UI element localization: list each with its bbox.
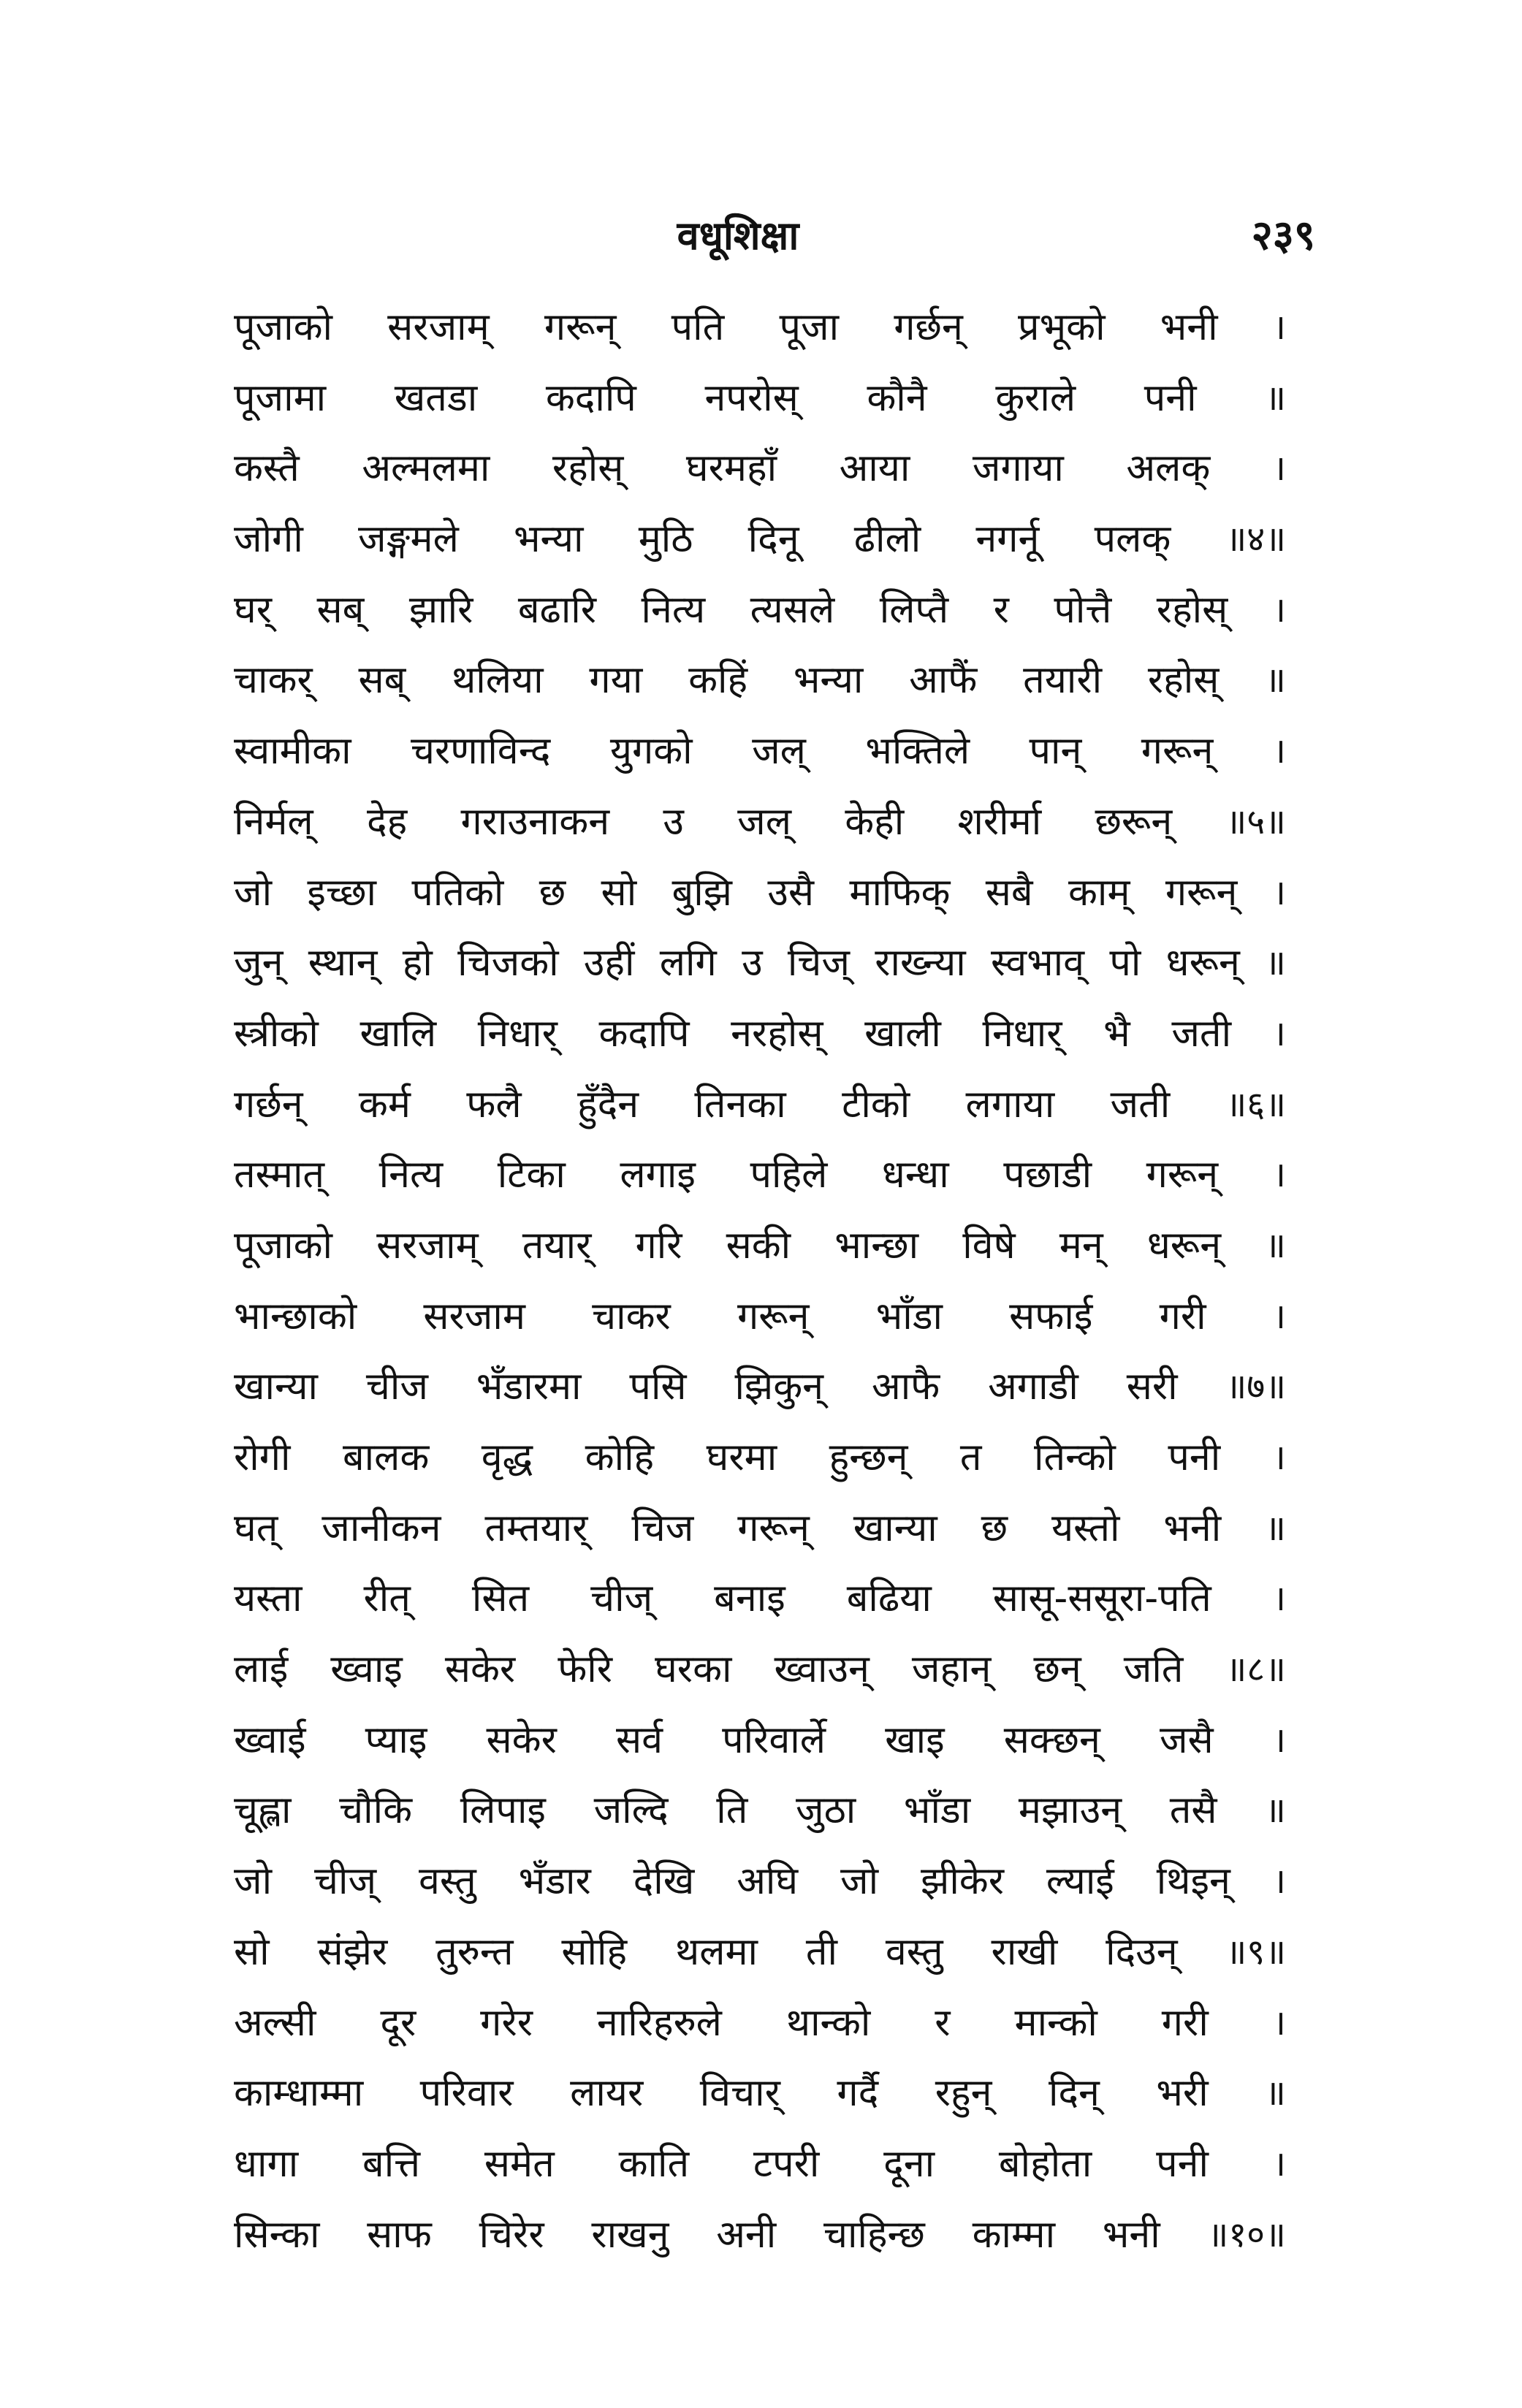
verse-word: रहोस् xyxy=(1147,658,1219,703)
verse-line xyxy=(234,504,1286,575)
verse-word: देखि xyxy=(633,1859,695,1904)
verse-word: दूर xyxy=(380,2000,416,2045)
verse-word: धागा xyxy=(234,2141,299,2186)
verse-word: झीकेर xyxy=(921,1859,1004,1904)
verse-word: जती xyxy=(1171,1011,1232,1056)
verse-word: जहान् xyxy=(911,1647,992,1692)
verse-word: खालि xyxy=(359,1011,437,1056)
verse-word: भै xyxy=(1103,1011,1130,1056)
verse-line xyxy=(234,1070,1286,1140)
verse-word: गर्छन् xyxy=(234,1082,303,1127)
verse-word: र xyxy=(993,587,1009,632)
verse-word: टपरी xyxy=(753,2141,820,2186)
verse-word: रहुन् xyxy=(935,2071,992,2116)
verse-word: छरून् xyxy=(1095,799,1173,844)
verse-word: उसै xyxy=(767,870,814,915)
verse-end-mark: । xyxy=(1272,448,1286,489)
verse-end-mark: ॥ xyxy=(1265,1507,1286,1549)
verse-line xyxy=(234,1563,1286,1634)
verse-word: वस्तु xyxy=(885,1929,943,1974)
verse-word: भान्छाको xyxy=(234,1294,357,1338)
verse-word: फेरि xyxy=(558,1647,613,1692)
verse-end-mark: । xyxy=(1272,1719,1286,1761)
verse-word: चिजको xyxy=(457,941,559,986)
verse-word: यस्तो xyxy=(1051,1506,1120,1550)
verse-word: साफ xyxy=(367,2212,432,2257)
verse-word: कुराले xyxy=(995,376,1076,420)
verse-word: इच्छा xyxy=(307,870,376,915)
verse-word: भनी xyxy=(1163,1506,1222,1550)
verse-word: सबै xyxy=(985,870,1033,915)
verse-word: आया xyxy=(839,446,910,491)
verse-word: भन्या xyxy=(793,658,864,703)
verse-word: गरून् xyxy=(737,1294,810,1338)
verse-word: जल्दि xyxy=(593,1788,669,1833)
verse-word: चौकि xyxy=(339,1788,413,1833)
verse-word: जसै xyxy=(1159,1718,1214,1762)
verse-word: टिका xyxy=(497,1153,566,1197)
verse-word: खतडा xyxy=(394,376,478,420)
verse-word: सो xyxy=(601,870,637,915)
verse-word: सर्व xyxy=(615,1718,663,1762)
verse-word: रहोस् xyxy=(552,446,624,491)
verse-word: खान्या xyxy=(234,1365,318,1409)
verse-word: चिरेर xyxy=(479,2212,544,2257)
verse-line xyxy=(234,858,1286,929)
verse-word: चाहिन्छ xyxy=(823,2212,925,2257)
verse-word: स्वभाव् xyxy=(990,941,1085,986)
verse-word: अल्मलमा xyxy=(362,446,490,491)
verse-word: गरी xyxy=(1159,1294,1206,1338)
verse-word: सो xyxy=(234,1929,270,1974)
verse-body xyxy=(234,292,1286,2270)
verse-word: नित्य xyxy=(641,587,706,632)
verse-word: पहिले xyxy=(750,1153,828,1197)
verse-word: गरून् xyxy=(544,305,617,349)
verse-word: चिज् xyxy=(787,941,850,986)
verse-word: हुन्छन् xyxy=(829,1436,908,1479)
verse-word: भन्या xyxy=(514,517,584,562)
verse-word: जल् xyxy=(737,799,791,844)
verse-word: चिज xyxy=(631,1506,694,1550)
verse-word: युगको xyxy=(609,729,693,774)
verse-word: अनी xyxy=(716,2212,777,2257)
verse-word: पूजाको xyxy=(234,1223,332,1268)
verse-word: त्यसले xyxy=(750,587,835,632)
verse-word: वस्तु xyxy=(418,1859,476,1904)
verse-word: सकेर xyxy=(486,1718,557,1762)
verse-word: ख्वाइ xyxy=(330,1647,403,1692)
verse-end-mark: ॥ xyxy=(1265,377,1286,419)
verse-word: वृद्ध xyxy=(481,1436,533,1479)
verse-word: पति xyxy=(671,305,725,349)
verse-word: जोगी xyxy=(234,517,303,562)
verse-word: गरून् xyxy=(1146,1153,1219,1197)
verse-word: स्वामीका xyxy=(234,729,351,774)
verse-word: गरी xyxy=(1161,2000,1209,2045)
verse-end-mark: । xyxy=(1272,1437,1286,1478)
verse-word: चीज xyxy=(365,1365,428,1409)
verse-word: अल्सी xyxy=(234,2000,316,2045)
verse-word: सरजाम xyxy=(423,1294,525,1338)
verse-word: ढीलो xyxy=(853,517,921,562)
verse-word: बनाइ xyxy=(714,1577,785,1621)
verse-word: भाँडा xyxy=(875,1294,943,1338)
verse-line xyxy=(234,1211,1286,1281)
verse-word: तुरुन्त xyxy=(435,1929,514,1974)
verse-word: सिन्का xyxy=(234,2212,320,2257)
verse-end-mark: ॥ xyxy=(1265,2073,1286,2114)
verse-word: कोहि xyxy=(585,1436,655,1479)
verse-word: घत् xyxy=(234,1506,278,1550)
verse-word: काति xyxy=(618,2141,690,2186)
verse-word: अलक् xyxy=(1126,446,1211,491)
verse-word: राख्न्या xyxy=(875,941,966,986)
verse-word: लिप्तै xyxy=(879,587,949,632)
verse-word: चरणाविन्द xyxy=(410,729,551,774)
verse-word: नरहोस् xyxy=(731,1011,823,1056)
verse-line xyxy=(234,1917,1286,1988)
verse-word: बढारि xyxy=(517,587,597,632)
verse-word: नित्य xyxy=(378,1153,444,1197)
verse-end-mark: । xyxy=(1272,2002,1286,2043)
verse-word: काम्धाम्मा xyxy=(234,2071,364,2116)
verse-word: सरजाम् xyxy=(387,305,490,349)
verse-word: यस्ता xyxy=(234,1577,303,1621)
verse-word: भनी xyxy=(1160,305,1218,349)
verse-word: पलक् xyxy=(1094,517,1171,562)
verse-word: छ xyxy=(539,870,566,915)
verse-word: बोहोता xyxy=(998,2141,1092,2186)
page-number: २३९ xyxy=(1251,212,1315,259)
verse-end-mark: ॥ xyxy=(1265,660,1286,701)
verse-word: गरि xyxy=(635,1223,682,1268)
verse-word: खाइ xyxy=(885,1718,945,1762)
verse-word: बत्ति xyxy=(362,2141,421,2186)
verse-word: थलिया xyxy=(452,658,544,703)
verse-word: सरी xyxy=(1126,1365,1178,1409)
verse-word: रोगी xyxy=(234,1436,291,1479)
verse-line xyxy=(234,1775,1286,1846)
verse-word: धरून् xyxy=(1146,1223,1222,1268)
verse-end-mark: ॥७॥ xyxy=(1225,1366,1286,1408)
verse-word: सक्छन् xyxy=(1003,1718,1100,1762)
verse-word: गर्छन् xyxy=(894,305,963,349)
verse-word: सकी xyxy=(726,1223,791,1268)
verse-end-mark: ॥९॥ xyxy=(1225,1931,1286,1973)
verse-word: गरून् xyxy=(737,1506,810,1550)
verse-word: नारिहरुले xyxy=(596,2000,722,2045)
verse-word: पूजाको xyxy=(234,305,332,349)
verse-word: चूह्ला xyxy=(234,1788,292,1833)
verse-word: विषे xyxy=(962,1223,1016,1268)
verse-word: झारि xyxy=(408,587,473,632)
verse-word: छ xyxy=(981,1506,1008,1550)
verse-word: देह xyxy=(366,799,408,844)
verse-line xyxy=(234,1493,1286,1564)
verse-word: सफाई xyxy=(1009,1294,1093,1338)
verse-word: दिनू xyxy=(747,517,799,562)
verse-word: ति xyxy=(716,1788,748,1833)
verse-word: हुँदैन xyxy=(577,1082,639,1127)
verse-word: राखनु xyxy=(591,2212,669,2257)
verse-word: प्याइ xyxy=(365,1718,427,1762)
verse-word: जो xyxy=(840,1859,879,1904)
verse-word: काम् xyxy=(1068,870,1130,915)
verse-line xyxy=(234,787,1286,858)
verse-word: घरमा xyxy=(706,1436,777,1479)
verse-word: कहिं xyxy=(688,658,748,703)
verse-word: दिउन् xyxy=(1106,1929,1178,1974)
verse-word: लिपाइ xyxy=(460,1788,546,1833)
verse-word: भनी xyxy=(1102,2212,1160,2257)
verse-line xyxy=(234,645,1286,716)
verse-word: भान्छा xyxy=(834,1223,919,1268)
verse-line xyxy=(234,716,1286,787)
verse-word: मझाउन् xyxy=(1018,1788,1122,1833)
verse-word: दिन् xyxy=(1048,2071,1100,2116)
verse-word: कर्म xyxy=(358,1082,411,1127)
verse-word: सासू-ससूरा-पति xyxy=(992,1577,1211,1621)
verse-word: केही xyxy=(845,799,905,844)
verse-word: कस्तै xyxy=(234,446,300,491)
verse-end-mark: ॥६॥ xyxy=(1225,1083,1286,1125)
verse-end-mark: ॥४॥ xyxy=(1225,519,1286,560)
verse-word: माफिक् xyxy=(849,870,951,915)
verse-line xyxy=(234,433,1286,504)
verse-word: घरका xyxy=(655,1647,732,1692)
verse-word: सित xyxy=(471,1577,530,1621)
verse-word: तयारी xyxy=(1023,658,1103,703)
verse-word: शरीर्मा xyxy=(957,799,1042,844)
verse-word: र xyxy=(935,2000,951,2045)
verse-line xyxy=(234,928,1286,999)
verse-word: त xyxy=(959,1436,982,1479)
verse-line xyxy=(234,1846,1286,1917)
verse-word: भाँडा xyxy=(903,1788,971,1833)
verse-word: गरून् xyxy=(1141,729,1214,774)
verse-word: जगाया xyxy=(972,446,1064,491)
verse-word: निर्मल् xyxy=(234,799,313,844)
verse-word: जुन् xyxy=(234,941,284,986)
verse-word: दूना xyxy=(883,2141,935,2186)
verse-word: कदापि xyxy=(598,1011,690,1056)
verse-line xyxy=(234,999,1286,1070)
verse-word: भँडार xyxy=(518,1859,591,1904)
verse-word: गरेर xyxy=(480,2000,533,2045)
verse-line xyxy=(234,1140,1286,1211)
verse-line xyxy=(234,292,1286,363)
verse-word: चाकर xyxy=(592,1294,671,1338)
verse-word: लाई xyxy=(234,1647,289,1692)
verse-line xyxy=(234,363,1286,434)
verse-word: खाली xyxy=(864,1011,941,1056)
verse-word: धन्धा xyxy=(881,1153,949,1197)
verse-end-mark: ॥१०॥ xyxy=(1207,2214,1286,2255)
verse-word: रहोस् xyxy=(1156,587,1228,632)
verse-word: बढिया xyxy=(846,1577,932,1621)
verse-word: प्रभूको xyxy=(1018,305,1106,349)
verse-word: गया xyxy=(589,658,643,703)
verse-word: नपरोस् xyxy=(704,376,799,420)
verse-word: पनी xyxy=(1156,2141,1209,2186)
verse-word: ल्याई xyxy=(1046,1859,1114,1904)
verse-word: चीज् xyxy=(590,1577,653,1621)
verse-word: तम्तयार् xyxy=(484,1506,588,1550)
verse-end-mark: । xyxy=(1272,731,1286,772)
verse-word: सकेर xyxy=(444,1647,516,1692)
verse-word: पसि xyxy=(629,1365,687,1409)
verse-word: मन् xyxy=(1059,1223,1103,1268)
verse-end-mark: ॥ xyxy=(1265,1224,1286,1266)
verse-word: तिन्को xyxy=(1033,1436,1116,1479)
verse-word: ख्वाई xyxy=(234,1718,306,1762)
verse-word: तिनका xyxy=(694,1082,786,1127)
verse-word: नगर्नू xyxy=(975,517,1040,562)
verse-word: रीत् xyxy=(363,1577,411,1621)
verse-end-mark: । xyxy=(1272,1013,1286,1054)
verse-word: खान्या xyxy=(853,1506,937,1550)
verse-word: जति xyxy=(1123,1647,1184,1692)
verse-word: अगाडी xyxy=(988,1365,1078,1409)
verse-word: अघि xyxy=(737,1859,799,1904)
verse-word: काम्मा xyxy=(972,2212,1056,2257)
verse-end-mark: ॥ xyxy=(1265,942,1286,984)
verse-end-mark: । xyxy=(1272,1861,1286,1902)
verse-word: लगाइ xyxy=(620,1153,696,1197)
verse-word: पूजामा xyxy=(234,376,327,420)
verse-word: जल् xyxy=(752,729,806,774)
verse-word: जङ्गमले xyxy=(357,517,459,562)
verse-word: लायर xyxy=(570,2071,644,2116)
verse-word: धरून् xyxy=(1165,941,1240,986)
verse-line xyxy=(234,2058,1286,2129)
verse-word: राखी xyxy=(991,1929,1058,1974)
verse-line xyxy=(234,575,1286,646)
verse-word: घर् xyxy=(234,587,273,632)
verse-word: जानीकन xyxy=(321,1506,441,1550)
verse-word: बुझि xyxy=(671,870,732,915)
verse-word: थिइन् xyxy=(1156,1859,1230,1904)
verse-word: पो xyxy=(1109,941,1141,986)
verse-word: छन् xyxy=(1033,1647,1081,1692)
verse-word: स्थान् xyxy=(308,941,378,986)
verse-word: सब् xyxy=(316,587,365,632)
verse-line xyxy=(234,1281,1286,1352)
verse-word: मान्को xyxy=(1014,2000,1097,2045)
verse-end-mark: ॥ xyxy=(1265,1790,1286,1832)
verse-word: जती xyxy=(1110,1082,1171,1127)
verse-word: आफैं xyxy=(909,658,978,703)
verse-word: विचार् xyxy=(699,2071,780,2116)
running-header-title: वधूशिक्षा xyxy=(677,213,799,259)
verse-line xyxy=(234,2200,1286,2271)
verse-word: तस्मात् xyxy=(234,1153,325,1197)
verse-word: ख्वाउन् xyxy=(774,1647,870,1692)
verse-end-mark: । xyxy=(1272,307,1286,348)
verse-word: भरी xyxy=(1156,2071,1209,2116)
verse-word: पान् xyxy=(1029,729,1082,774)
verse-word: पछाडी xyxy=(1003,1153,1092,1197)
verse-word: भक्तिले xyxy=(865,729,970,774)
verse-word: पोत्तै xyxy=(1054,587,1112,632)
verse-line xyxy=(234,1422,1286,1493)
verse-word: लगाया xyxy=(965,1082,1055,1127)
verse-word: जो xyxy=(234,1859,273,1904)
verse-word: थान्को xyxy=(785,2000,871,2045)
verse-word: थलमा xyxy=(674,1929,758,1974)
verse-word: पनी xyxy=(1168,1436,1221,1479)
verse-line xyxy=(234,1705,1286,1776)
verse-word: फलै xyxy=(466,1082,522,1127)
verse-word: गरून् xyxy=(1165,870,1238,915)
verse-word: तयार् xyxy=(522,1223,592,1268)
verse-word: भँडारमा xyxy=(476,1365,582,1409)
verse-end-mark: ॥८॥ xyxy=(1225,1649,1286,1691)
verse-end-mark: । xyxy=(1272,1295,1286,1337)
verse-line xyxy=(234,1352,1286,1422)
verse-word: चीज् xyxy=(313,1859,377,1904)
verse-word: घरमहाँ xyxy=(685,446,777,491)
verse-word: मुठि xyxy=(638,517,693,562)
verse-word: पतिको xyxy=(411,870,504,915)
verse-word: सोहि xyxy=(561,1929,628,1974)
verse-word: जो xyxy=(234,870,273,915)
verse-line xyxy=(234,1988,1286,2059)
verse-end-mark: । xyxy=(1272,1154,1286,1196)
verse-end-mark: । xyxy=(1272,2143,1286,2184)
verse-word: कदापि xyxy=(545,376,636,420)
verse-word: गराउनाकन xyxy=(460,799,610,844)
verse-end-mark: । xyxy=(1272,872,1286,913)
verse-word: ती xyxy=(805,1929,838,1974)
verse-word: निधार् xyxy=(982,1011,1062,1056)
verse-word: तसै xyxy=(1169,1788,1217,1833)
verse-line xyxy=(234,2129,1286,2200)
verse-word: बालक xyxy=(342,1436,430,1479)
verse-word: पूजा xyxy=(779,305,840,349)
verse-word: उहीं xyxy=(583,941,635,986)
verse-word: उ xyxy=(663,799,684,844)
verse-end-mark: । xyxy=(1272,1578,1286,1620)
verse-word: सब् xyxy=(358,658,406,703)
verse-word: हो xyxy=(402,941,433,986)
verse-word: लगि xyxy=(659,941,717,986)
verse-end-mark: ॥५॥ xyxy=(1225,801,1286,842)
verse-word: चाकर् xyxy=(234,658,313,703)
verse-word: समेत xyxy=(484,2141,555,2186)
verse-word: गर्दै xyxy=(837,2071,879,2116)
verse-word: सरजाम् xyxy=(376,1223,479,1268)
verse-word: कौनै xyxy=(867,376,927,420)
verse-word: परिवार्ले xyxy=(722,1718,826,1762)
verse-word: पनी xyxy=(1144,376,1197,420)
verse-end-mark: । xyxy=(1272,589,1286,630)
verse-word: उ xyxy=(742,941,763,986)
verse-word: टीको xyxy=(842,1082,910,1127)
verse-word: परिवार xyxy=(419,2071,514,2116)
verse-word: जुठा xyxy=(796,1788,856,1833)
verse-word: झिकुन् xyxy=(734,1365,824,1409)
verse-word: संझेर xyxy=(317,1929,388,1974)
verse-word: आफै xyxy=(871,1365,940,1409)
verse-word: स्त्रीको xyxy=(234,1011,319,1056)
verse-word: निधार् xyxy=(477,1011,558,1056)
verse-line xyxy=(234,1634,1286,1705)
